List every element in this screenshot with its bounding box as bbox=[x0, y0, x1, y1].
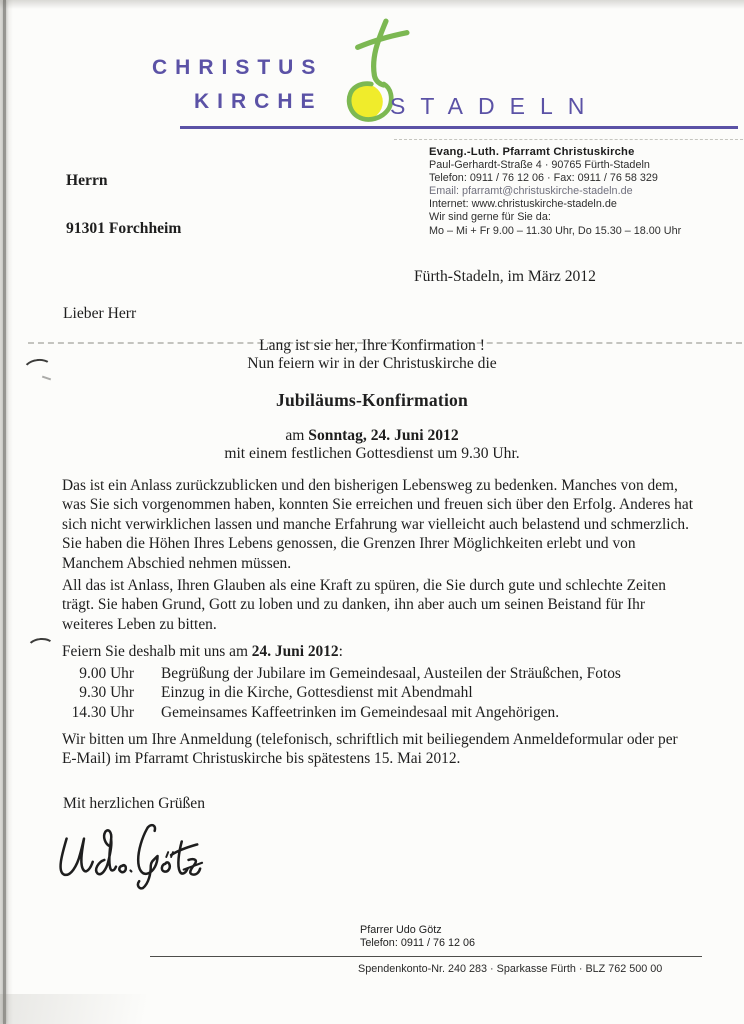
event-time-line: mit einem festlichen Gottesdienst um 9.30 Uhr. bbox=[224, 445, 520, 462]
office-internet: Internet: www.christuskirche-stadeln.de bbox=[429, 198, 617, 211]
schedule-row bbox=[62, 683, 702, 702]
footer-contact-phone: Telefon: 0911 / 76 12 06 bbox=[360, 937, 476, 949]
office-hours-intro: Wir sind gerne für Sie da: bbox=[429, 211, 551, 224]
office-hours: Mo – Mi + Fr 9.00 – 11.30 Uhr, Do 15.30 – 18.00 Uhr bbox=[429, 224, 682, 237]
logo-word-stadeln: STADELN bbox=[390, 93, 600, 119]
footer-rule bbox=[150, 956, 702, 957]
logo-word-kirche: KIRCHE bbox=[194, 90, 323, 113]
intro-line-1: Lang ist sie her, Ihre Konfirmation ! bbox=[259, 337, 485, 354]
office-email: Email: pfarramt@christuskirche-stadeln.de bbox=[429, 185, 633, 198]
event-date-prefix: am bbox=[285, 427, 309, 444]
office-name: Evang.-Luth. Pfarramt Christuskirche bbox=[429, 146, 635, 158]
recipient-city: 91301 Forchheim bbox=[66, 220, 182, 237]
recipient-salutation: Herrn bbox=[66, 172, 108, 189]
schedule-time: 9.00 Uhr bbox=[79, 665, 134, 682]
pen-arc-mark-2 bbox=[26, 637, 56, 658]
schedule-intro bbox=[62, 643, 343, 661]
schedule-time: 14.30 Uhr bbox=[71, 703, 134, 721]
handwritten-signature bbox=[54, 816, 204, 903]
schedule-intro-suffix: : bbox=[338, 643, 343, 660]
fold-mark-line-top bbox=[394, 139, 743, 140]
dateline: Fürth-Stadeln, im März 2012 bbox=[414, 268, 596, 285]
schedule-activity: Begrüßung der Jubilare im Gemeindesaal, Austeilen der Sträußchen, Fotos bbox=[161, 665, 621, 682]
letter-title: Jubiläums-Konfirmation bbox=[275, 390, 469, 410]
schedule-intro-date: 24. Juni 2012 bbox=[251, 643, 339, 660]
scan-shade-left bbox=[0, 0, 13, 1024]
logo-word-christus: CHRISTUS bbox=[152, 56, 324, 79]
footer-contact-block bbox=[360, 924, 475, 950]
office-phone-fax: Telefon: 0911 / 76 12 06 · Fax: 0911 / 76 58 329 bbox=[429, 172, 658, 185]
office-info-block bbox=[429, 146, 729, 238]
closing-line: Mit herzlichen Grüßen bbox=[63, 795, 206, 812]
pen-arc-tail bbox=[42, 376, 51, 381]
schedule-activity: Einzug in die Kirche, Gottesdienst mit Abendmahl bbox=[161, 684, 473, 702]
intro-line-2: Nun feiern wir in der Christuskirche die bbox=[247, 355, 497, 372]
event-date: Sonntag, 24. Juni 2012 bbox=[308, 427, 459, 444]
schedule-list bbox=[62, 664, 702, 722]
greeting: Lieber Herr bbox=[63, 305, 137, 322]
paragraph-2: All das ist Anlass, Ihren Glauben als eine Kraft zu spüren, die Sie durch gute und schlechte Zeiten trägt. Sie haben Grund, Gott zu loben und zu danken, ihn aber auch um seinen Beistand für Ihr weiteres Leben zu bitten. bbox=[62, 577, 666, 633]
event-date-line bbox=[0, 427, 744, 445]
schedule-time: 9.30 Uhr bbox=[79, 684, 134, 702]
office-address: Paul-Gerhardt-Straße 4 · 90765 Fürth-Stadeln bbox=[429, 159, 650, 172]
footer-contact-name: Pfarrer Udo Götz bbox=[360, 924, 442, 936]
letterhead-rule bbox=[180, 126, 738, 129]
schedule-activity: Gemeinsames Kaffeetrinken im Gemeindesaal mit Angehörigen. bbox=[161, 703, 560, 721]
paragraph-1: Das ist ein Anlass zurückzublicken und den bisherigen Lebensweg zu bedenken. Manches von dem, was Sie sich vorgenommen haben, konnten Sie erreichen und freuen sich über den Erfolg. Anderes hat sich nicht verwirklichen lassen und manche Erfahrung war vielleicht auch belastend und schmerzlich. Sie haben die Höhen Ihres Lebens genossen, die Grenzen Ihrer Möglichkeiten erlebt und von Manchem Abschied nehmen müssen. bbox=[62, 477, 693, 572]
paragraph-3: Wir bitten um Ihre Anmeldung (telefonisch, schriftlich mit beiliegendem Anmeldeformular oder per E-Mail) im Pfarramt Christuskirche bis spätestens 15. Mai 2012. bbox=[62, 731, 678, 768]
schedule-row bbox=[62, 703, 702, 722]
scan-streak-left-edge bbox=[3, 0, 6, 1024]
scan-smudge-bottom-left bbox=[0, 994, 210, 1024]
scan-shade-top bbox=[0, 0, 744, 9]
footer-bank-line: Spendenkonto-Nr. 240 283 · Sparkasse Fürth · BLZ 762 500 00 bbox=[358, 963, 663, 975]
schedule-intro-prefix: Feiern Sie deshalb mit uns am bbox=[62, 643, 252, 660]
schedule-row bbox=[62, 664, 702, 683]
